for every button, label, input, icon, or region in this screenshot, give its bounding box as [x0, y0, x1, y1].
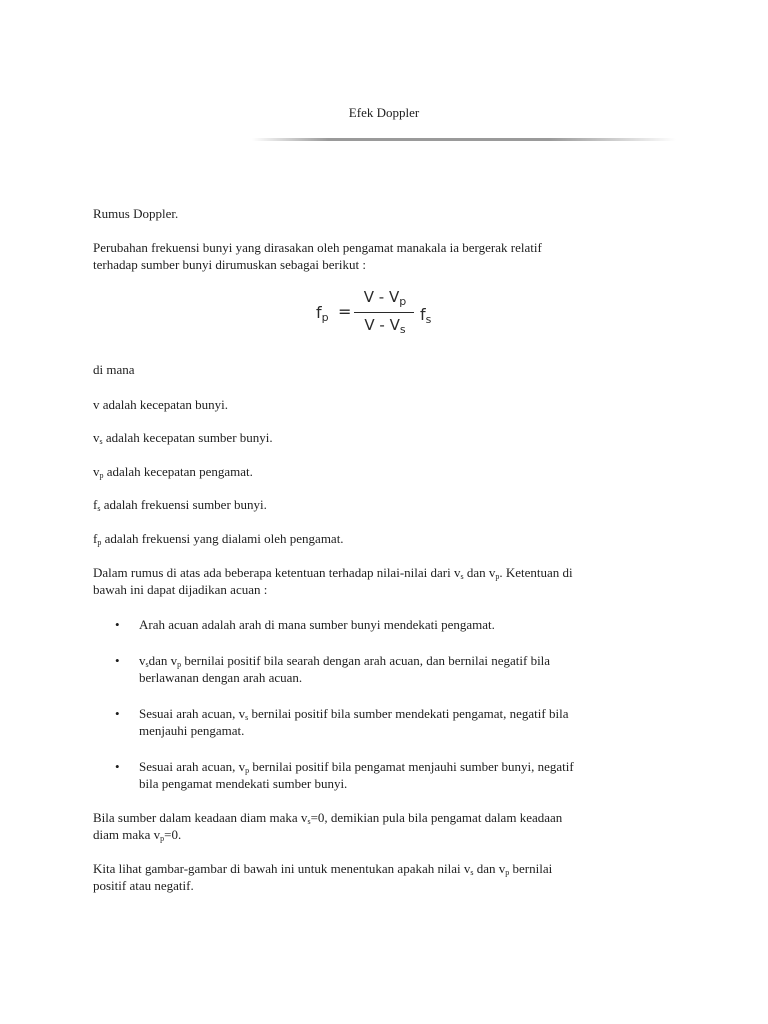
intro-line-1: Perubahan frekuensi bunyi yang dirasakan oleh pengamat manakala ia bergerak relatif — [93, 240, 542, 255]
title-divider — [252, 138, 676, 141]
definition-v: v adalah kecepatan bunyi. — [93, 397, 228, 412]
bullet-text: Arah acuan adalah arah di mana sumber bunyi mendekati pengamat. — [139, 617, 495, 632]
bullet-text: Sesuai arah acuan, $v_p$ bernilai positif bila pengamat menjauhi sumber bunyi, negatif bila pengamat mendekati sumber bunyi. — [139, 759, 574, 791]
bullet-icon: • — [115, 653, 120, 668]
where-label: di mana — [93, 362, 135, 377]
intro-paragraph — [93, 239, 683, 273]
definition-fs: $f_s$ adalah frekuensi sumber bunyi. — [93, 497, 267, 513]
bullet-icon: • — [115, 759, 120, 774]
formula-rhs: $f_s$ — [420, 305, 432, 326]
formula-lhs: $f_p$ — [316, 303, 329, 324]
intro-line-2: terhadap sumber bunyi dirumuskan sebagai berikut : — [93, 257, 366, 272]
formula-denominator: V - $V_s$ — [364, 316, 406, 336]
formula-numerator: V - $V_p$ — [363, 288, 407, 308]
section-heading: Rumus Doppler. — [93, 206, 179, 221]
bullet-icon: • — [115, 617, 120, 632]
bullet-text: Sesuai arah acuan, $v_s$ bernilai positif bila sumber mendekati pengamat, negatif bila menjauhi pengamat. — [139, 706, 569, 738]
formula-fraction-bar — [354, 312, 414, 313]
bullet-icon: • — [115, 706, 120, 721]
formula-equals: = — [338, 302, 352, 321]
rest-paragraph: Bila sumber dalam keadaan diam maka $v_s=0$, demikian pula bila pengamat dalam keadaan diam maka $v_p=0$. — [93, 810, 563, 843]
page-title: Efek Doppler — [348, 105, 420, 120]
definition-vp: $v_p$ adalah kecepatan pengamat. — [93, 464, 253, 480]
bullet-text: $v_sdan$ $v_p$ bernilai positif bila searah dengan arah acuan, dan bernilai negatif bila berlawanan dengan arah acuan. — [139, 653, 551, 685]
closing-paragraph: Kita lihat gambar-gambar di bawah ini untuk menentukan apakah nilai $v_s$ dan $v_p$ bernilai positif atau negatif. — [93, 861, 553, 893]
definition-vs: $v_s$ adalah kecepatan sumber bunyi. — [93, 430, 273, 446]
rules-intro-paragraph: Dalam rumus di atas ada beberapa ketentuan terhadap nilai-nilai dari $v_s$ dan $v_p$. Ketentuan di bawah ini dapat dijadikan acuan : — [93, 565, 573, 597]
doppler-formula — [316, 286, 446, 346]
definition-fp: $f_p$ adalah frekuensi yang dialami oleh pengamat. — [93, 531, 344, 547]
